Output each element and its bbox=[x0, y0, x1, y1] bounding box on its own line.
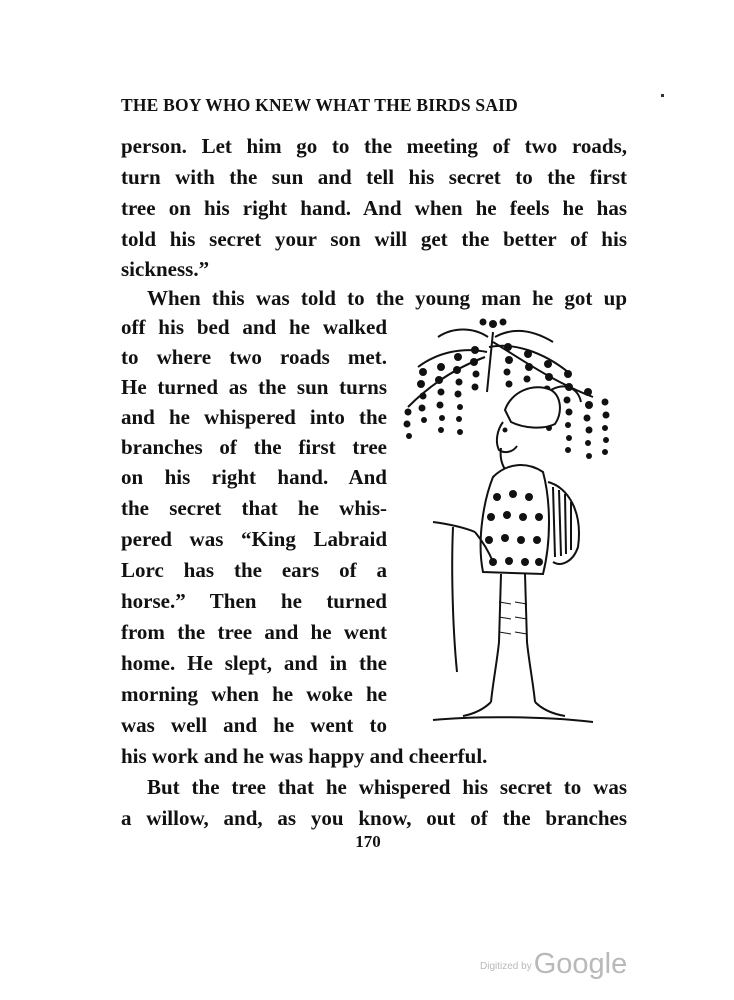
text-line: from the tree and he went bbox=[121, 620, 387, 644]
text-line: a willow, and, as you know, out of the branches bbox=[121, 806, 627, 830]
text-line: on his right hand. And bbox=[121, 465, 387, 489]
text-line: to where two roads met. bbox=[121, 345, 387, 369]
text-line: pered was “King Labraid bbox=[121, 527, 387, 551]
text-line: morning when he woke he bbox=[121, 682, 387, 706]
willow-harper-illustration bbox=[393, 312, 621, 742]
text-line: He turned as the sun turns bbox=[121, 375, 387, 399]
text-line: home. He slept, and in the bbox=[121, 651, 387, 675]
text-line: But the tree that he whispered his secret to was bbox=[147, 775, 627, 799]
text-line: off his bed and he walked bbox=[121, 315, 387, 339]
text-line: branches of the first tree bbox=[121, 435, 387, 459]
digitized-watermark bbox=[480, 948, 627, 981]
text-line: told his secret your son will get the better of his bbox=[121, 227, 627, 251]
running-head: THE BOY WHO KNEW WHAT THE BIRDS SAID bbox=[121, 95, 519, 115]
text-line: horse.” Then he turned bbox=[121, 589, 387, 613]
text-line: the secret that he whis- bbox=[121, 496, 387, 520]
text-line: When this was told to the young man he got up bbox=[147, 286, 627, 310]
watermark-brand: Google bbox=[533, 948, 628, 980]
page-number: 170 bbox=[355, 832, 381, 851]
text-line: tree on his right hand. And when he feels he has bbox=[121, 196, 627, 220]
text-line: and he whispered into the bbox=[121, 405, 387, 429]
speck-mark bbox=[661, 94, 664, 97]
watermark-prefix: Digitized by bbox=[480, 961, 532, 972]
text-line: Lorc has the ears of a bbox=[121, 558, 387, 582]
text-line: person. Let him go to the meeting of two roads, bbox=[121, 134, 627, 158]
text-line: sickness.” bbox=[121, 257, 210, 281]
text-line: his work and he was happy and cheerful. bbox=[121, 744, 488, 768]
text-line: was well and he went to bbox=[121, 713, 387, 737]
text-line: turn with the sun and tell his secret to the first bbox=[121, 165, 627, 189]
